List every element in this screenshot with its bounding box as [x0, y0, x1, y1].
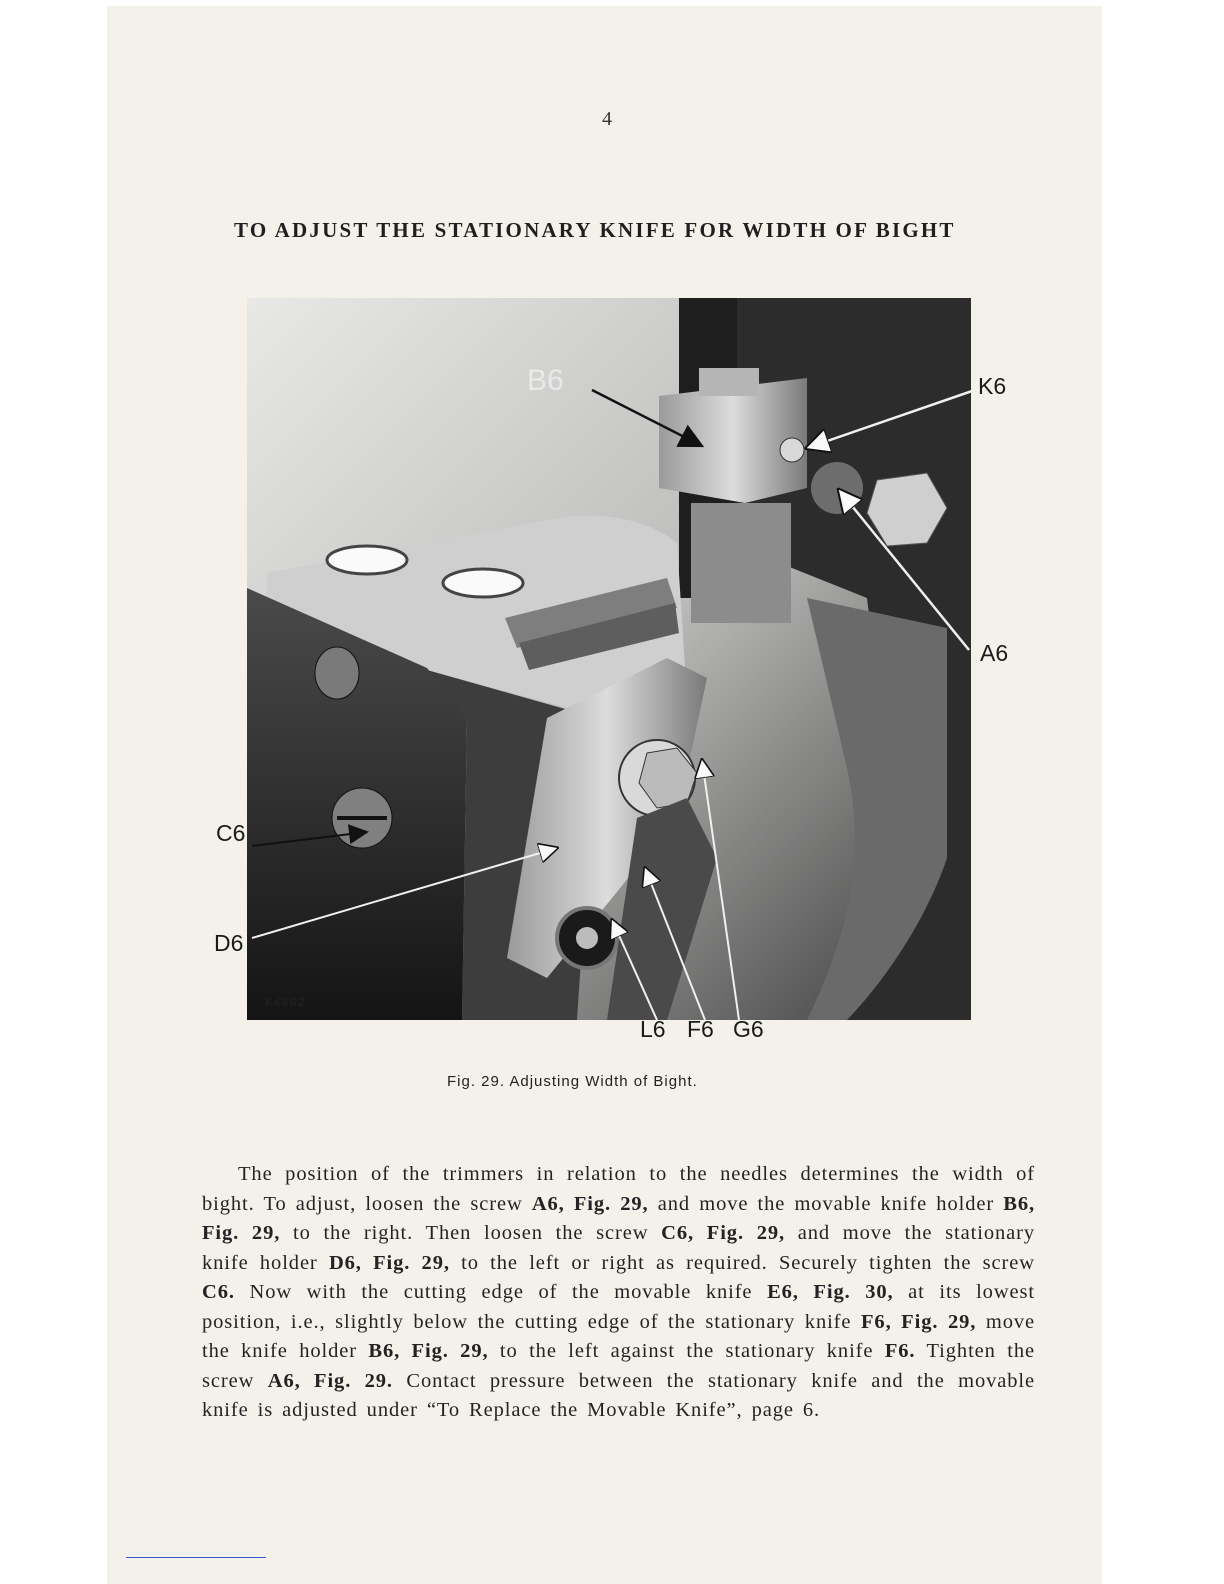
callout-d6: D6: [214, 930, 244, 956]
body-text: and move the movable knife holder: [648, 1192, 1004, 1215]
callout-a6: A6: [980, 640, 1009, 666]
body-text: to the right. Then loosen the screw: [280, 1222, 662, 1244]
callout-g6: G6: [733, 1016, 764, 1042]
body-text: at its lowest position, i.e., slightly below the cutting edge of the stationary knife: [202, 1281, 1035, 1333]
ref-a6: A6, Fig. 29,: [531, 1192, 649, 1215]
photo-code: K4862: [265, 996, 307, 1010]
ref-d6: D6, Fig. 29,: [328, 1251, 450, 1274]
body-text: The position of the trimmers in relation to the needles determines the width of bight. To adjust, loosen the screw: [202, 1163, 1035, 1215]
body-text: to the left or right as required. Securely tighten the screw: [449, 1251, 1035, 1274]
ref-c6: C6, Fig. 29,: [661, 1222, 786, 1244]
body-text: move the knife holder: [202, 1310, 1036, 1362]
figure-caption: Fig. 29. Adjusting Width of Bight.: [447, 1073, 698, 1090]
callout-b6: B6: [527, 364, 564, 397]
ref-b6: B6, Fig. 29,: [368, 1340, 489, 1362]
body-text: Now with the cutting edge of the movable knife: [234, 1281, 768, 1303]
section-heading: TO ADJUST THE STATIONARY KNIFE FOR WIDTH OF BIGHT: [234, 218, 956, 242]
body-text: and move the stationary knife holder: [202, 1222, 1035, 1274]
ref-f6: F6.: [884, 1340, 916, 1362]
callout-c6: C6: [216, 820, 246, 846]
body-text: to the left against the stationary knife: [488, 1340, 885, 1362]
ref-c6: C6.: [202, 1281, 235, 1303]
ref-e6: E6, Fig. 30,: [767, 1281, 894, 1303]
callout-l6: L6: [640, 1016, 666, 1042]
ref-b6: B6, Fig. 29,: [202, 1192, 1035, 1244]
machine-photo: [247, 298, 971, 1020]
scan-edge-line: [126, 1557, 266, 1558]
ref-f6: F6, Fig. 29,: [861, 1310, 977, 1333]
figure-29: [247, 298, 971, 1020]
callout-k6: K6: [978, 373, 1007, 399]
page-number: 4: [602, 108, 612, 130]
body-paragraph: [202, 1160, 1035, 1426]
ref-a6: A6, Fig. 29.: [267, 1369, 393, 1392]
body-text: Tighten the screw: [202, 1340, 1035, 1392]
body-text: Contact pressure between the stationary knife and the movable knife is adjusted under “To Replace the Movable Knife”, page 6.: [202, 1369, 1035, 1421]
callout-f6: F6: [687, 1016, 714, 1042]
